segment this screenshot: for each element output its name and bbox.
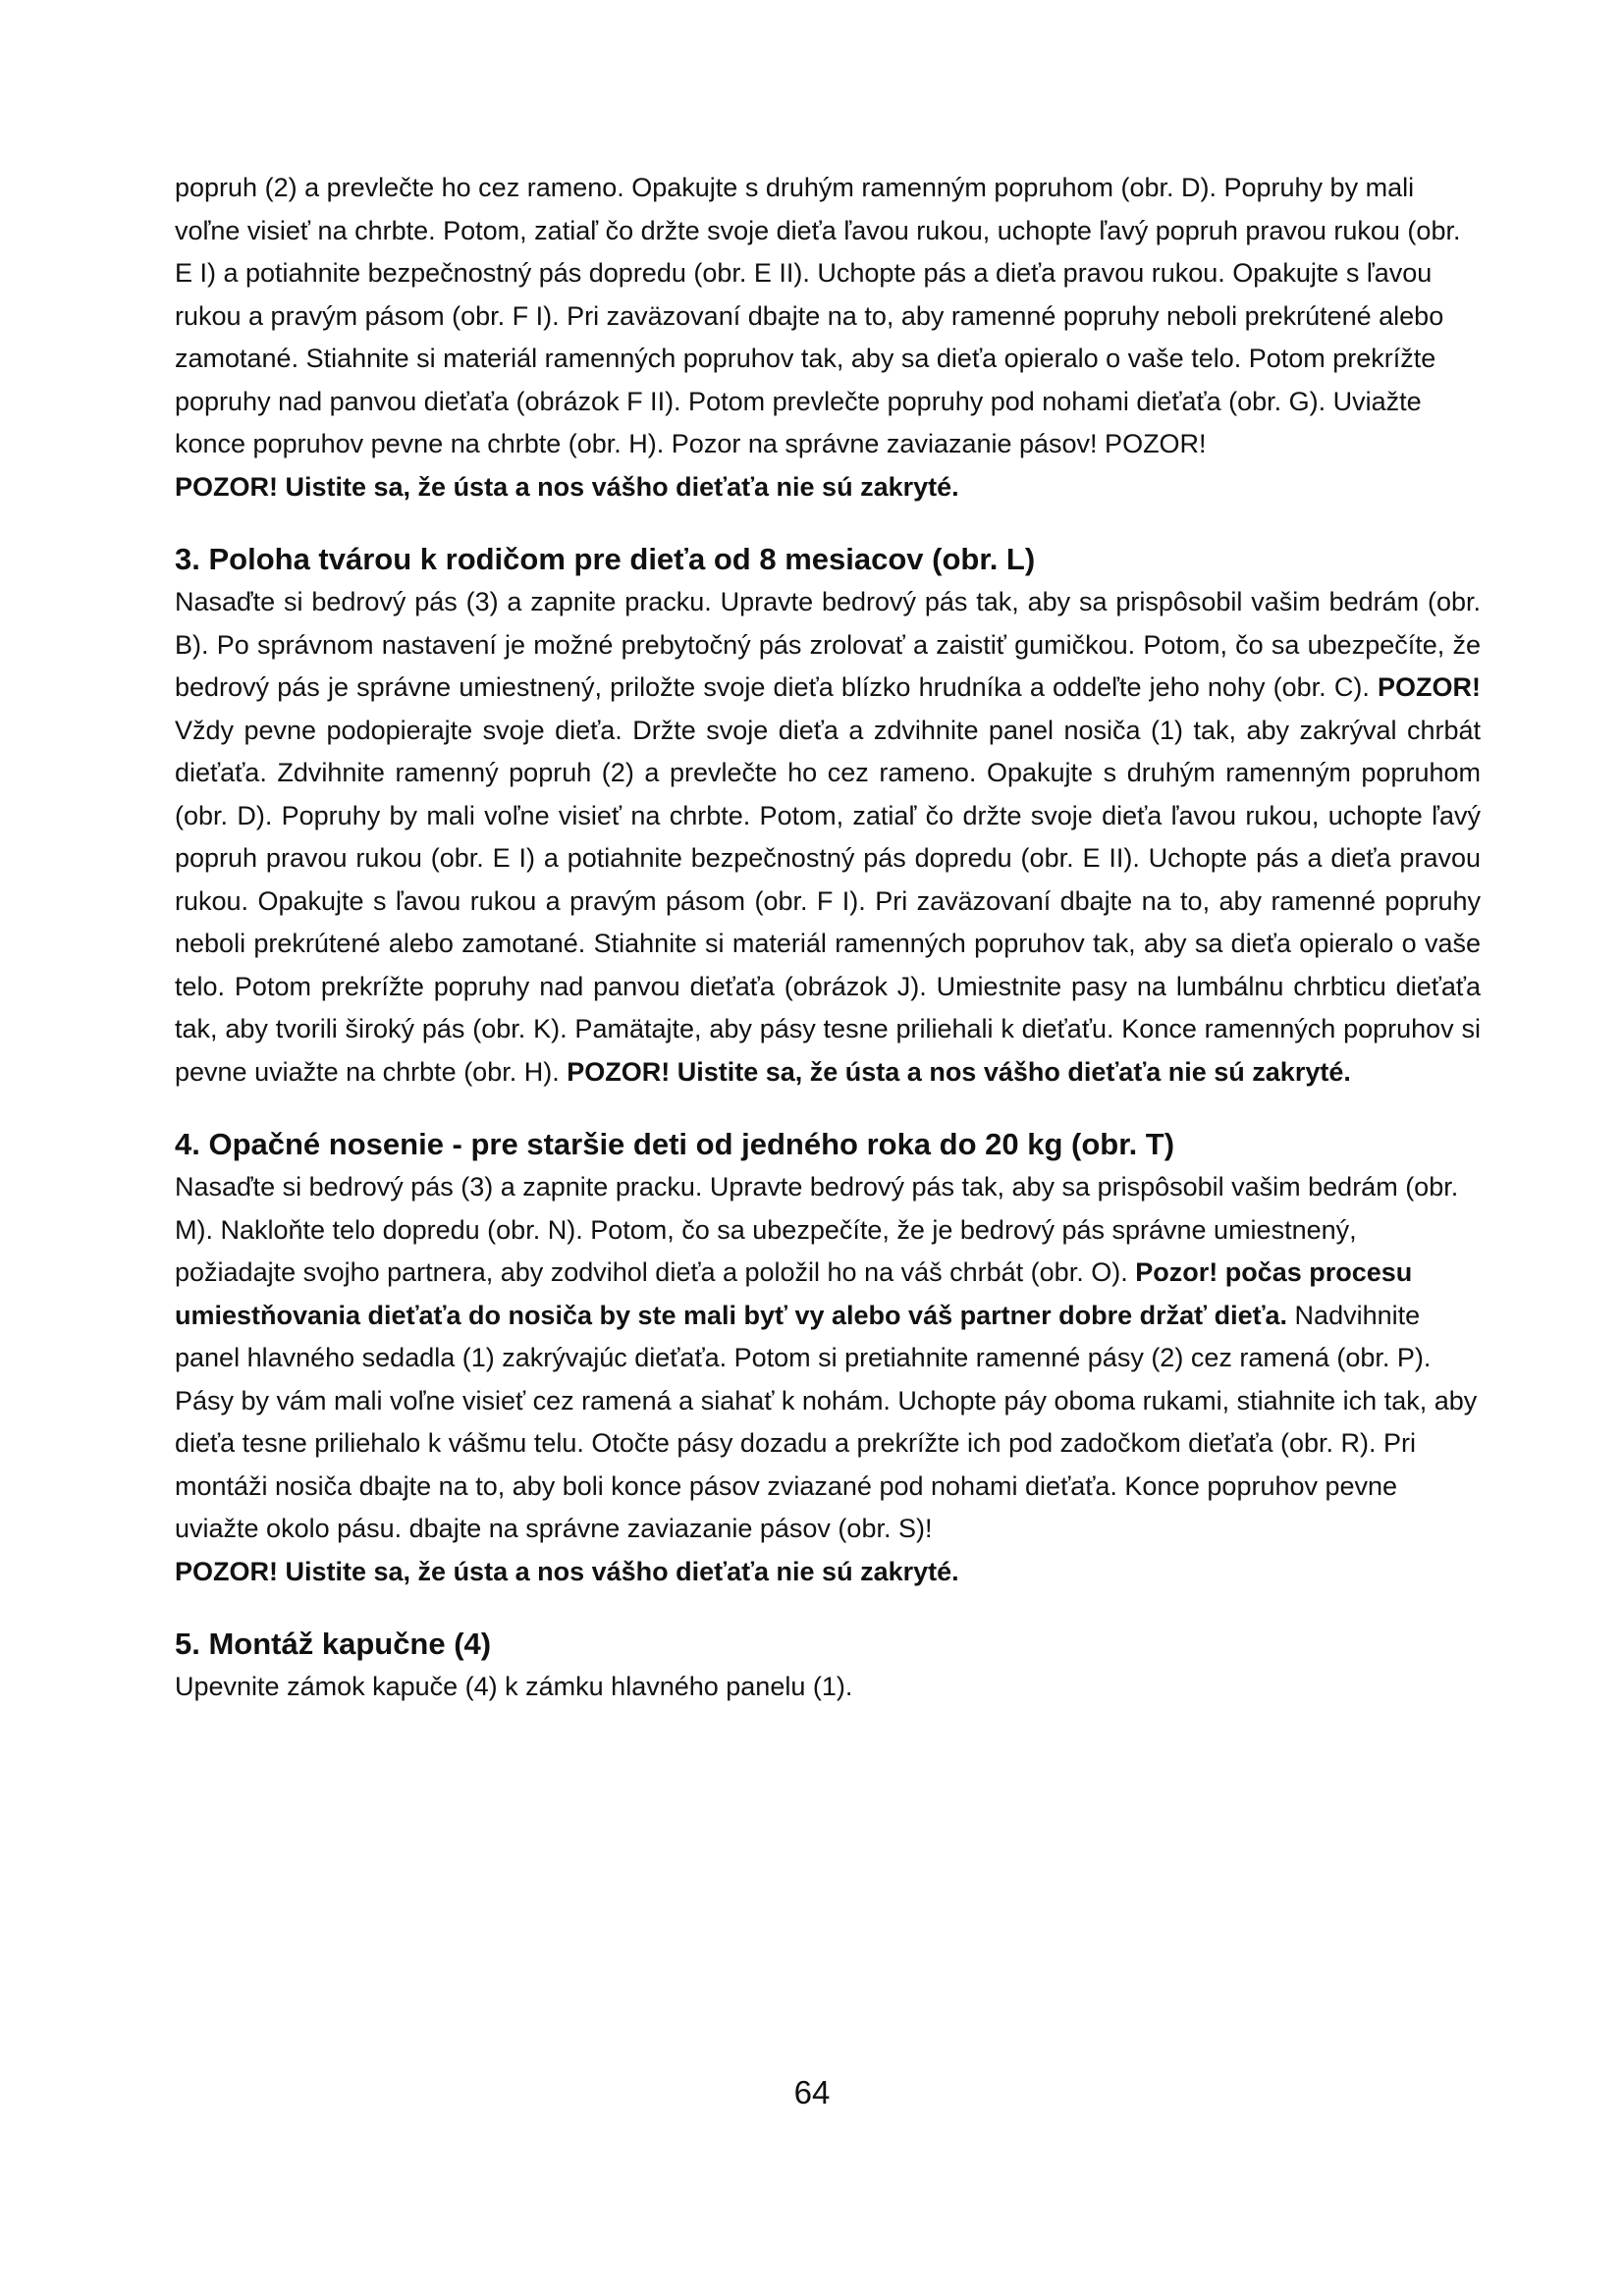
- section-4-text-b: Nadvihnite panel hlavného sedadla (1) zakrývajúc dieťaťa. Potom si pretiahnite ramenné pásy (2) cez ramená (obr. P). Pásy by vám mali voľne visieť cez ramená a siahať k nohám. Uchopte páy oboma rukami, stiahnite ich tak, aby dieťa tesne priliehalo k vášmu telu. Otočte pásy dozadu a prekrížte ich pod zadočkom dieťaťa (obr. R). Pri montáži nosiča dbajte na to, aby boli konce pásov zviazané pod nohami dieťaťa. Konce popruhov pevne uviažte okolo pásu. dbajte na správne zaviazanie pásov (obr. S)!: [175, 1300, 1478, 1543]
- section-3-warning-final: POZOR! Uistite sa, že ústa a nos vášho dieťaťa nie sú zakryté.: [567, 1056, 1351, 1087]
- intro-paragraph: popruh (2) a prevlečte ho cez rameno. Opakujte s druhým ramenným popruhom (obr. D). Popruhy by mali voľne visieť na chrbte. Potom, zatiaľ čo držte svoje dieťa ľavou rukou, uchopte ľavý popruh pravou rukou (obr. E I) a potiahnite bezpečnostný pás dopredu (obr. E II). Uchopte pás a dieťa pravou rukou. Opakujte s ľavou rukou a pravým pásom (obr. F I). Pri zaväzovaní dbajte na to, aby ramenné popruhy neboli prekrútené alebo zamotané. Stiahnite si materiál ramenných popruhov tak, aby sa dieťa opieralo o vaše telo. Potom prekrížte popruhy nad panvou dieťaťa (obrázok F II). Potom prevlečte popruhy pod nohami dieťaťa (obr. G). Uviažte konce popruhov pevne na chrbte (obr. H). Pozor na správne zaviazanie pásov! POZOR!: [175, 173, 1461, 458]
- section-4-heading: 4. Opačné nosenie - pre staršie deti od jedného roka do 20 kg (obr. T): [175, 1127, 1175, 1161]
- section-3-heading: 3. Poloha tvárou k rodičom pre dieťa od 8 mesiacov (obr. L): [175, 542, 1036, 576]
- page-number: 64: [793, 2074, 831, 2110]
- section-5-heading: 5. Montáž kapučne (4): [175, 1627, 492, 1661]
- section-3-warning-inline: POZOR!: [1378, 672, 1481, 702]
- section-5: [175, 1622, 1481, 1709]
- section-4-paragraph: [175, 1166, 1481, 1551]
- section-4: [175, 1122, 1481, 1593]
- section-3: [175, 537, 1481, 1094]
- section-3-text-b: Vždy pevne podopierajte svoje dieťa. Držte svoje dieťa a zdvihnite panel nosiča (1) tak, aby zakrýval chrbát dieťaťa. Zdvihnite ramenný popruh (2) a prevlečte ho cez rameno. Opakujte s druhým ramenným popruhom (obr. D). Popruhy by mali voľne visieť na chrbte. Potom, zatiaľ čo držte svoje dieťa ľavou rukou, uchopte ľavý popruh pravou rukou (obr. E I) a potiahnite bezpečnostný pás dopredu (obr. E II). Uchopte pás a dieťa pravou rukou. Opakujte s ľavou rukou a pravým pásom (obr. F I). Pri zaväzovaní dbajte na to, aby ramenné popruhy neboli prekrútené alebo zamotané. Stiahnite si materiál ramenných popruhov tak, aby sa dieťa opieralo o vaše telo. Potom prekrížte popruhy nad panvou dieťaťa (obrázok J). Umiestnite pasy na lumbálnu chrbticu dieťaťa tak, aby tvorili široký pás (obr. K). Pamätajte, aby pásy tesne priliehali k dieťaťu. Konce ramenných popruhov si pevne uviažte na chrbte (obr. H).: [175, 715, 1481, 1087]
- page-content: [175, 167, 1481, 1709]
- section-5-paragraph: Upevnite zámok kapuče (4) k zámku hlavného panelu (1).: [175, 1672, 853, 1701]
- section-4-caution: Pozor! počas procesu umiestňovania dieťaťa do nosiča by ste mali byť vy alebo váš partner dobre držať dieťa.: [175, 1257, 1413, 1330]
- section-3-paragraph: [175, 581, 1481, 1094]
- intro-warning: POZOR! Uistite sa, že ústa a nos vášho dieťaťa nie sú zakryté.: [175, 471, 959, 502]
- intro-block: [175, 167, 1481, 508]
- section-3-text-a: Nasaďte si bedrový pás (3) a zapnite pracku. Upravte bedrový pás tak, aby sa prispôsobil vašim bedrám (obr. B). Po správnom nastavení je možné prebytočný pás zrolovať a zaistiť gumičkou. Potom, čo sa ubezpečíte, že bedrový pás je správne umiestnený, priložte svoje dieťa blízko hrudníka a oddeľte jeho nohy (obr. C).: [175, 587, 1481, 702]
- section-4-text-a: Nasaďte si bedrový pás (3) a zapnite pracku. Upravte bedrový pás tak, aby sa prispôsobil vašim bedrám (obr. M). Nakloňte telo dopredu (obr. N). Potom, čo sa ubezpečíte, že je bedrový pás správne umiestnený, požiadajte svojho partnera, aby zodvihol dieťa a položil ho na váš chrbát (obr. O).: [175, 1172, 1459, 1287]
- section-4-warning: POZOR! Uistite sa, že ústa a nos vášho dieťaťa nie sú zakryté.: [175, 1556, 959, 1586]
